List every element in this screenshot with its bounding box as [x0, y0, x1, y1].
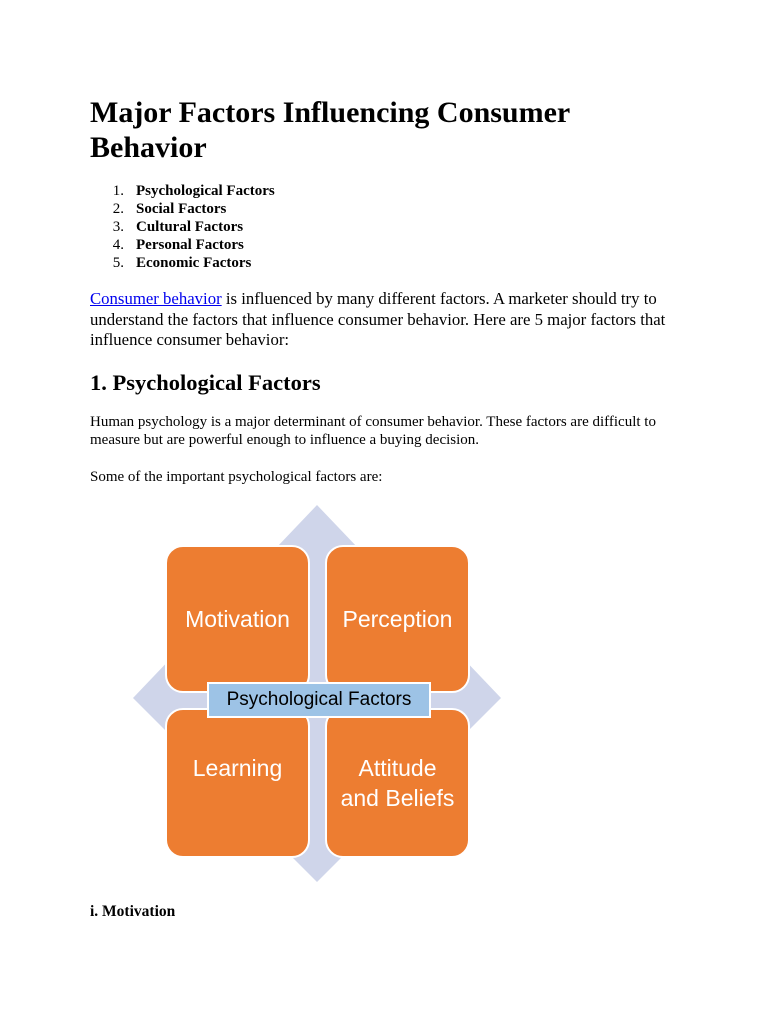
quadrant-learning — [165, 708, 310, 858]
list-item-label: Social Factors — [136, 201, 227, 217]
intro-text: is influenced by many different factors. A marketer should try to understand the factors that influence consumer behavior. Here are 5 major factors that influence consumer behavior: — [90, 289, 666, 349]
list-item-label: Cultural Factors — [136, 219, 244, 235]
quadrant-label-line-2: and Beliefs — [340, 785, 455, 811]
psychological-factors-diagram — [133, 505, 501, 882]
list-item-number: 1. — [112, 183, 124, 199]
section-paragraph: Human psychology is a major determinant of consumer behavior. These factors are difficult to measure but are powerful enough to influence a buying decision. — [90, 414, 656, 448]
section-heading: 1. Psychological Factors — [90, 370, 321, 395]
list-item-label: Psychological Factors — [136, 183, 275, 199]
quadrant-label: Perception — [342, 606, 453, 632]
quadrant-motivation — [165, 545, 310, 693]
quadrant-label: Learning — [192, 755, 283, 781]
list-item — [90, 236, 275, 254]
list-item-label: Personal Factors — [136, 237, 244, 253]
list-item-number: 3. — [112, 219, 124, 235]
quadrant-label: Motivation — [185, 606, 290, 632]
list-item — [90, 254, 275, 272]
center-label: Psychological Factors — [207, 682, 431, 718]
list-item-number: 4. — [112, 237, 124, 253]
list-item — [90, 218, 275, 236]
list-item-number: 2. — [112, 201, 124, 217]
list-item — [90, 182, 275, 200]
factor-list — [90, 182, 275, 272]
consumer-behavior-link[interactable]: Consumer behavior — [90, 289, 222, 308]
page-title: Major Factors Influencing Consumer Behavior — [90, 96, 570, 164]
list-item-number: 5. — [112, 255, 124, 271]
section-lead-in: Some of the important psychological factors are: — [90, 469, 383, 485]
list-item — [90, 200, 275, 218]
subheading: i. Motivation — [90, 903, 176, 920]
quadrant-label-line-1: Attitude — [358, 755, 437, 781]
quadrant-perception — [325, 545, 470, 693]
list-item-label: Economic Factors — [136, 255, 252, 271]
quadrant-attitude-and-beliefs — [325, 708, 470, 858]
intro-paragraph — [90, 289, 690, 351]
